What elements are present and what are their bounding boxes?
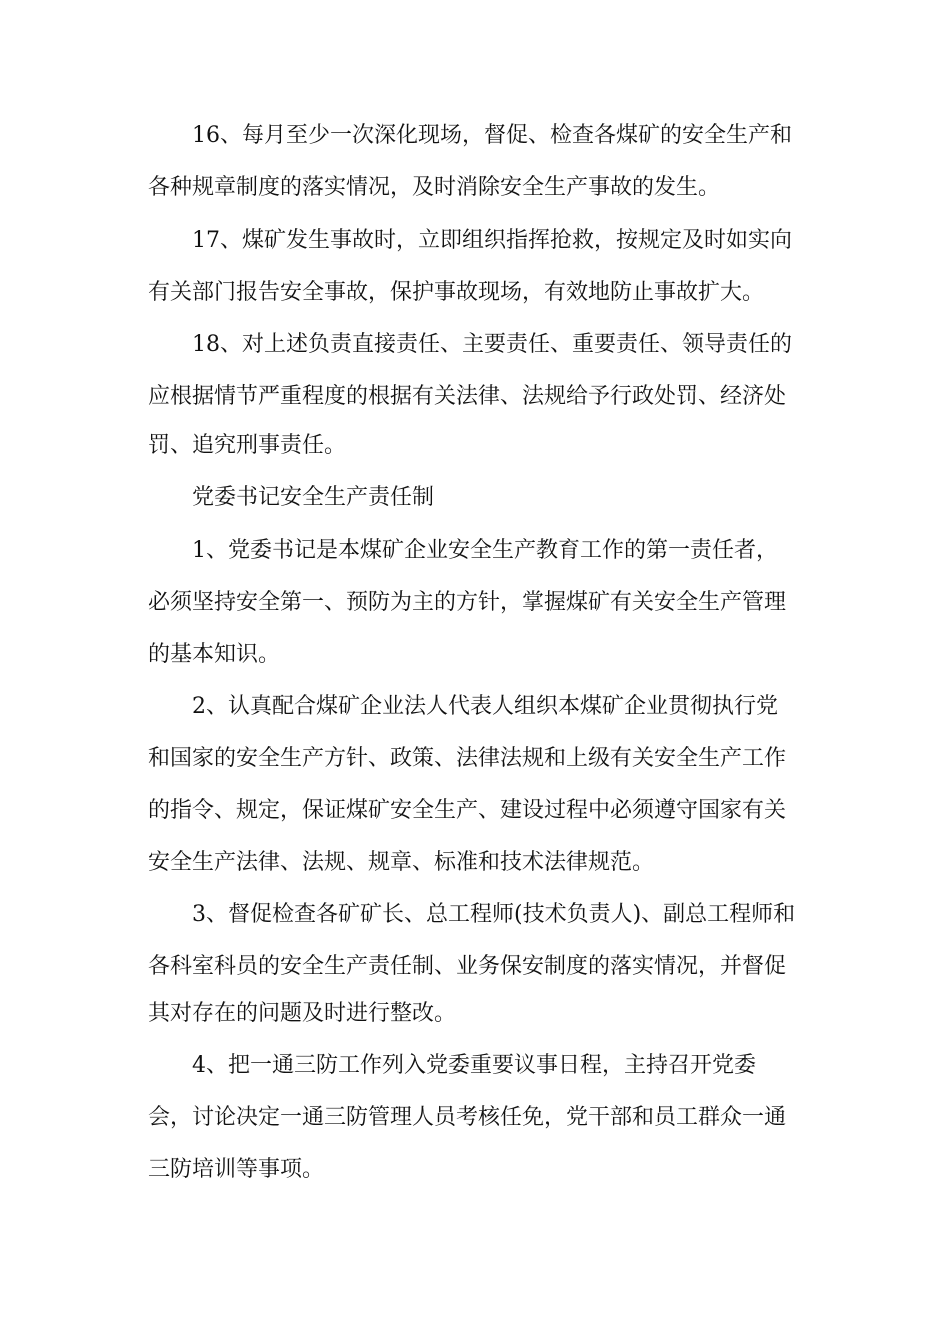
- text-line: 安全生产法律、法规、规章、标准和技术法律规范。: [148, 850, 655, 875]
- text-line: 的基本知识。: [148, 642, 281, 667]
- text-line: 4、把一通三防工作列入党委重要议事日程，主持召开党委: [192, 1053, 756, 1078]
- text-line: 18、对上述负责直接责任、主要责任、重要责任、领导责任的: [192, 332, 792, 357]
- text-line: 和国家的安全生产方针、政策、法律法规和上级有关安全生产工作: [148, 746, 787, 771]
- text-line: 17、煤矿发生事故时，立即组织指挥抢救，按规定及时如实向: [192, 228, 792, 253]
- text-line: 必须坚持安全第一、预防为主的方针，掌握煤矿有关安全生产管理: [148, 590, 787, 615]
- text-line: 应根据情节严重程度的根据有关法律、法规给予行政处罚、经济处: [148, 384, 787, 409]
- text-line: 罚、追究刑事责任。: [148, 433, 347, 458]
- text-line: 16、每月至少一次深化现场，督促、检查各煤矿的安全生产和: [192, 123, 792, 148]
- text-line: 三防培训等事项。: [148, 1157, 325, 1182]
- section-heading: 党委书记安全生产责任制: [192, 485, 435, 510]
- text-line: 2、认真配合煤矿企业法人代表人组织本煤矿企业贯彻执行党: [192, 694, 778, 719]
- text-line: 各科室科员的安全生产责任制、业务保安制度的落实情况，并督促: [148, 954, 787, 979]
- text-line: 有关部门报告安全事故，保护事故现场，有效地防止事故扩大。: [148, 280, 765, 305]
- text-line: 各种规章制度的落实情况，及时消除安全生产事故的发生。: [148, 175, 721, 200]
- text-line: 的指令、规定，保证煤矿安全生产、建设过程中必须遵守国家有关: [148, 798, 787, 823]
- text-line: 会，讨论决定一通三防管理人员考核任免，党干部和员工群众一通: [148, 1105, 787, 1130]
- text-line: 3、督促检查各矿矿长、总工程师(技术负责人)、副总工程师和: [192, 902, 796, 927]
- text-line: 其对存在的问题及时进行整改。: [148, 1001, 457, 1026]
- text-line: 1、党委书记是本煤矿企业安全生产教育工作的第一责任者，: [192, 538, 778, 563]
